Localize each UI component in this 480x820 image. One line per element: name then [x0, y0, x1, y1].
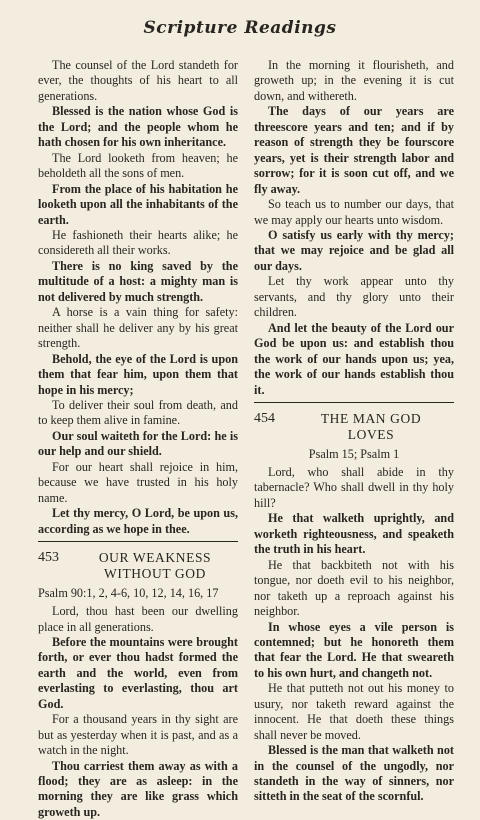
- verse: He that backbiteth not with his tongue, nor doeth evil to his neighbor, nor taketh up a reproach against his neighbor.: [254, 557, 454, 619]
- section-number: 453: [38, 550, 59, 566]
- verse: A horse is a vain thing for safety: neither shall he deliver any by his great strength.: [38, 305, 238, 351]
- section-title-line-1: THE MAN GOD: [320, 410, 422, 426]
- verse: In the morning it flourisheth, and groweth up; in the evening it is cut down, and withereth.: [254, 58, 454, 103]
- section-heading-454: [254, 411, 454, 443]
- verse: Blessed is the man that walketh not in the counsel of the ungodly, nor standeth in the way of sinners, nor sitteth in the seat of the scornful.: [254, 743, 454, 804]
- verse: To deliver their soul from death, and to keep them alive in famine.: [38, 397, 238, 428]
- section-title-line-1: OUR WEAKNESS: [98, 550, 212, 566]
- right-column: [254, 58, 454, 805]
- verse: In whose eyes a vile person is contemned; but he honoreth them that fear the Lord. He that sweareth to his own hurt, and changeth not.: [254, 619, 454, 680]
- left-verses: [38, 58, 238, 537]
- section-heading-453: [38, 550, 238, 582]
- section-title-line-2: LOVES: [347, 426, 395, 442]
- section-title-line-2: WITHOUT GOD: [104, 566, 206, 582]
- verse: Let thy mercy, O Lord, be upon us, according as we hope in thee.: [38, 506, 238, 536]
- verse: The Lord looketh from heaven; he beholdeth all the sons of men.: [38, 150, 238, 181]
- section-divider: [38, 541, 238, 542]
- scripture-reference: Psalm 90:1, 2, 4-6, 10, 12, 14, 16, 17: [38, 586, 219, 601]
- verse: Thou carriest them away as with a flood; they are as asleep: in the morning they are like grass which groweth up.: [38, 758, 238, 819]
- verse: He that putteth not out his money to usury, nor taketh reward against the innocent. He that doeth these things shall never be moved.: [254, 681, 454, 742]
- verse: Lord, who shall abide in thy tabernacle? Who shall dwell in thy holy hill?: [254, 464, 454, 510]
- verse: He that walketh uprightly, and worketh righteousness, and speaketh the truth in his heart.: [254, 511, 454, 557]
- verse: For our heart shall rejoice in him, because we have trusted in his holy name.: [38, 459, 238, 505]
- section-454-verses: [254, 465, 454, 805]
- scripture-reference: Psalm 15; Psalm 1: [308, 446, 400, 461]
- section-title: [288, 411, 454, 443]
- verse: He fashioneth their hearts alike; he considereth all their works.: [38, 227, 238, 258]
- verse: So teach us to number our days, that we may apply our hearts unto wisdom.: [254, 197, 454, 227]
- verse: Blessed is the nation whose God is the Lord; and the people whom he hath chosen for his own inheritance.: [38, 104, 238, 150]
- verse: And let the beauty of the Lord our God be upon us: and establish thou the work of our hands upon us; yea, the work of our hands establish thou it.: [254, 320, 454, 397]
- verse: Our soul waiteth for the Lord: he is our help and our shield.: [38, 428, 238, 459]
- verse: For a thousand years in thy sight are but as yesterday when it is past, and as a watch in the night.: [38, 712, 238, 758]
- section-number: 454: [254, 410, 275, 426]
- verse: Lord, thou hast been our dwelling place in all generations.: [38, 604, 238, 634]
- section-divider: [254, 402, 454, 403]
- verse: Let thy work appear unto thy servants, and thy glory unto their children.: [254, 274, 454, 320]
- verse: O satisfy us early with thy mercy; that we may rejoice and be glad all our days.: [254, 227, 454, 273]
- section-453-verses: [38, 604, 238, 820]
- verse: There is no king saved by the multitude of a host: a mighty man is not delivered by much strength.: [38, 258, 238, 304]
- section-title: [72, 550, 238, 582]
- verse: The counsel of the Lord standeth for ever, the thoughts of his heart to all generations.: [38, 58, 238, 103]
- left-column: [38, 58, 238, 820]
- page-header: Scripture Readings: [143, 18, 337, 38]
- verse: From the place of his habitation he looketh upon all the inhabitants of the earth.: [38, 181, 238, 227]
- right-verses: [254, 58, 454, 398]
- verse: Behold, the eye of the Lord is upon them that fear him, upon them that hope in his mercy;: [38, 351, 238, 397]
- verse: Before the mountains were brought forth, or ever thou hadst formed the earth and the world, even from everlasting to everlasting, thou art God.: [38, 634, 238, 711]
- verse: The days of our years are threescore years and ten; and if by reason of strength they be fourscore years, yet is their strength labor and sorrow; for it is soon cut off, and we fly away.: [254, 104, 454, 196]
